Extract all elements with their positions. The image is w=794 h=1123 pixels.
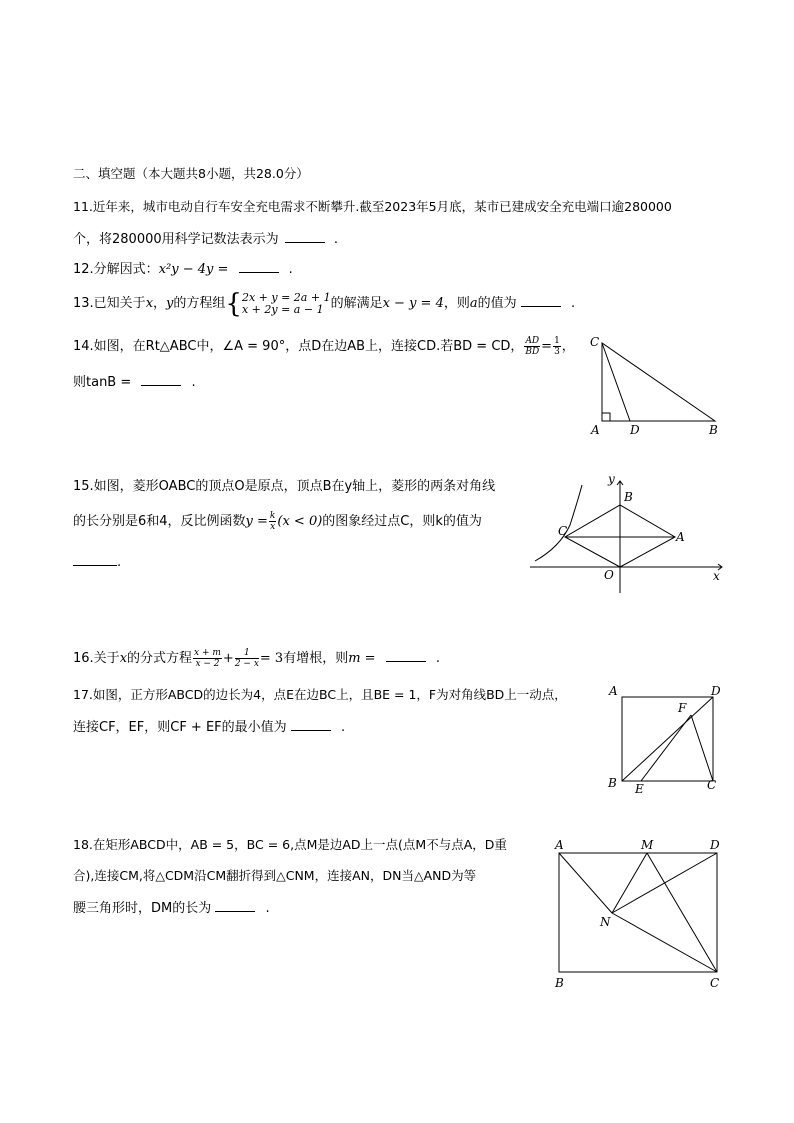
q18-period: .: [265, 901, 270, 916]
q13-var-y: y: [166, 296, 174, 311]
q16-plus: +: [222, 651, 234, 666]
q14-right-angle-icon: [602, 413, 610, 421]
q15-label-o: O: [604, 568, 614, 582]
q15-period: .: [117, 555, 122, 570]
q17-line1: 17.如图，正方形ABCD的边长为4，点E在边BC上，且BE = 1，F为对角线BD上一动点，: [73, 687, 567, 702]
q11-period: .: [333, 232, 339, 247]
q16-answer-blank[interactable]: [386, 649, 426, 662]
q18-line2: 合),连接CM,将△CDM沿CM翻折得到△CNM，连接AN，DN当△AND为等: [73, 868, 477, 883]
q14-line1: [73, 335, 575, 359]
q16-f2-den: 2 − x: [234, 659, 259, 669]
q17-answer-blank[interactable]: [291, 718, 331, 731]
q18-segment-mn: [612, 853, 647, 913]
q18-text: 腰三角形时，DM的长为: [73, 901, 212, 916]
q13-eq1: 2x + y = 2a + 1: [241, 290, 331, 304]
q14-val-num: 1: [554, 336, 560, 346]
q16-prefix: 16.关于: [73, 651, 120, 666]
q17-segment-cf: [691, 715, 713, 781]
q14-text2: 则tanB =: [73, 375, 132, 390]
q17-label-e: E: [635, 782, 644, 796]
q15-func-cond: (x < 0): [277, 514, 323, 529]
q17-segment-ef: [641, 715, 691, 781]
q15-hyperbola-curve: [535, 485, 582, 561]
q14-line2: [73, 373, 196, 392]
q18-segment-dn: [612, 853, 717, 913]
q14-label-c: C: [590, 335, 600, 349]
q17-text: 连接CF，EF，则CF + EF的最小值为: [73, 720, 287, 735]
q18-label-d: D: [710, 838, 720, 852]
q15-func-den: x: [270, 522, 276, 532]
q17-label-b: B: [608, 776, 617, 790]
q18-label-c: C: [710, 976, 720, 990]
q13-answer-blank[interactable]: [521, 294, 561, 307]
q14-answer-blank[interactable]: [141, 373, 181, 386]
q13-sep: ，: [153, 296, 167, 311]
q15-label-y: y: [608, 472, 615, 486]
q16-post: 有增根，则: [283, 651, 349, 666]
q16-mid: 的分式方程: [127, 651, 193, 666]
q16-frac1: [193, 648, 222, 669]
q11-line2: [73, 230, 338, 249]
q13-cond-pre: 的解满足: [330, 296, 383, 311]
q16-frac2: [235, 648, 259, 669]
q14-period: .: [191, 375, 196, 390]
q14-text: 14.如图，在Rt△ABC中，∠A = 90°，点D在边AB上，连接CD.若BD = CD，: [73, 339, 524, 354]
q13-line: [73, 288, 575, 320]
q11-answer-blank[interactable]: [285, 230, 325, 243]
q14-frac-tail: ，: [561, 339, 575, 354]
q13-prefix: 13.已知关于: [73, 296, 146, 311]
q12-answer-blank[interactable]: [239, 260, 279, 273]
q18-line1: 18.在矩形ABCD中，AB = 5，BC = 6,点M是边AD上一点(点M不与点A，D重: [73, 837, 507, 852]
q18-line3: [73, 899, 270, 918]
q14-triangle-abc: [602, 343, 715, 421]
q16-f2-num: 1: [235, 648, 259, 659]
q17-label-a: A: [609, 684, 618, 698]
q15-line3: [73, 553, 121, 572]
q18-segment-cm: [647, 853, 717, 972]
q14-val-den: 3: [554, 347, 560, 357]
q17-label-d: D: [711, 684, 721, 698]
q18-segment-an: [559, 853, 612, 913]
q13-var-x: x: [145, 296, 154, 311]
q13-condition: x − y = 4: [382, 296, 444, 311]
q15-label-c: C: [558, 524, 568, 538]
q15-func-frac: [269, 511, 276, 532]
q18-rectangle-abcd: [559, 853, 717, 972]
q15-line2: [73, 510, 482, 534]
q14-frac-num: AD: [525, 336, 540, 346]
q14-triangle-figure: [585, 335, 725, 440]
q16-var-x: x: [119, 651, 128, 666]
q11-text: 个，将280000用科学记数法表示为: [73, 232, 279, 247]
q13-end: 的值为: [477, 296, 517, 311]
q17-square-figure: [605, 685, 730, 797]
q12-prefix: 12.分解因式：: [73, 262, 159, 277]
q15-text-pre: 的长分别是6和4，反比例函数: [73, 514, 246, 529]
q15-label-b: B: [624, 490, 633, 504]
q12-line: [73, 260, 293, 279]
q18-label-a: A: [555, 838, 564, 852]
q18-rectangle-figure: [550, 835, 730, 995]
q14-ratio-frac: [524, 336, 540, 357]
section-title: 二、填空题（本大题共8小题，共28.0分）: [73, 166, 309, 181]
q14-value-frac: [553, 336, 561, 357]
q15-func-num: k: [269, 511, 276, 521]
q14-label-a: A: [591, 423, 600, 437]
q15-rhombus-figure: [530, 472, 730, 595]
q16-rhs: = 3: [259, 651, 284, 666]
q15-line1: 15.如图，菱形OABC的顶点O是原点，顶点B在y轴上，菱形的两条对角线: [73, 479, 496, 494]
q14-segment-cd: [602, 343, 630, 421]
q13-brace-icon: {: [225, 288, 242, 319]
q17-label-c: C: [707, 778, 717, 792]
q16-f1-num: x + m: [194, 648, 221, 658]
q16-m-eq: m =: [348, 651, 376, 666]
q14-label-d: D: [630, 423, 640, 437]
q13-eq2: x + 2y = a − 1: [241, 302, 324, 316]
q12-expression: x²y − 4y =: [158, 262, 229, 277]
q18-label-n: N: [600, 915, 611, 929]
q13-period: .: [570, 296, 576, 311]
q15-text-post: 的图象经过点C，则k的值为: [322, 514, 482, 529]
q15-label-a: A: [676, 530, 685, 544]
q15-answer-blank[interactable]: [73, 553, 117, 566]
q16-period: .: [435, 651, 440, 666]
q16-line: [73, 648, 440, 670]
q18-label-b: B: [555, 976, 564, 990]
q14-frac-eq: =: [541, 339, 553, 354]
q18-answer-blank[interactable]: [215, 899, 255, 912]
q14-label-b: B: [709, 423, 718, 437]
q15-label-x: x: [713, 569, 720, 583]
q12-period: .: [288, 262, 293, 277]
q13-system: [242, 292, 331, 316]
q13-mid: 的方程组: [173, 296, 226, 311]
q13-var-a: a: [469, 296, 478, 311]
q18-label-m: M: [641, 838, 654, 852]
q11-line1: 11.近年来，城市电动自行车安全充电需求不断攀升.截至2023年5月底，某市已建成安全充电端口逾280000: [73, 199, 672, 214]
q13-cond-post: ，则: [443, 296, 470, 311]
q15-func-y: y =: [245, 514, 268, 529]
q17-label-f: F: [678, 701, 687, 715]
q14-frac-den: BD: [525, 347, 540, 357]
q17-period: .: [340, 720, 346, 735]
q18-segment-cn: [612, 913, 717, 972]
q16-f1-den: x − 2: [195, 659, 220, 669]
q17-line2: [73, 718, 345, 737]
